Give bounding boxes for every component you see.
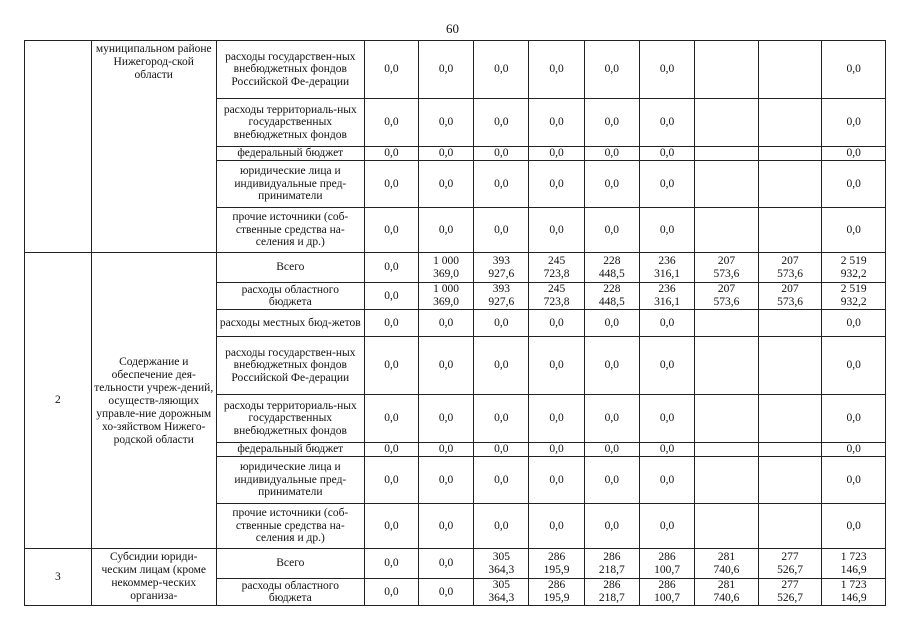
value-cell: 0,0 xyxy=(584,395,639,443)
value-cell: 0,0 xyxy=(364,337,418,395)
value-cell xyxy=(758,457,822,504)
table-body xyxy=(25,41,886,606)
value-cell: 281 740,6 xyxy=(695,579,759,606)
value-cell: 286 100,7 xyxy=(639,579,694,606)
value-cell xyxy=(695,161,759,208)
value-cell: 0,0 xyxy=(584,99,639,147)
value-cell: 0,0 xyxy=(529,457,584,504)
value-cell: 0,0 xyxy=(474,99,529,147)
value-cell: 1 723 146,9 xyxy=(822,549,886,579)
value-cell: 0,0 xyxy=(474,310,529,337)
value-cell: 0,0 xyxy=(639,41,694,99)
value-cell: 0,0 xyxy=(419,395,474,443)
value-cell: 286 100,7 xyxy=(639,549,694,579)
value-cell: 245 723,8 xyxy=(529,253,584,283)
value-cell: 0,0 xyxy=(584,457,639,504)
value-cell: 0,0 xyxy=(822,395,886,443)
funding-source-cell: юридические лица и индивидуальные пред-приниматели xyxy=(216,457,364,504)
value-cell: 2 519 932,2 xyxy=(822,253,886,283)
funding-source-cell: федеральный бюджет xyxy=(216,443,364,457)
funding-source-cell: расходы государствен-ных внебюджетных фондов Российской Фе-дерации xyxy=(216,41,364,99)
value-cell: 0,0 xyxy=(364,310,418,337)
value-cell: 0,0 xyxy=(584,41,639,99)
value-cell xyxy=(695,41,759,99)
value-cell: 0,0 xyxy=(474,147,529,161)
value-cell: 281 740,6 xyxy=(695,549,759,579)
value-cell: 0,0 xyxy=(639,99,694,147)
value-cell: 0,0 xyxy=(639,457,694,504)
value-cell: 1 000 369,0 xyxy=(419,283,474,310)
value-cell: 228 448,5 xyxy=(584,283,639,310)
value-cell: 0,0 xyxy=(364,549,418,579)
value-cell xyxy=(758,443,822,457)
value-cell: 0,0 xyxy=(639,310,694,337)
value-cell: 245 723,8 xyxy=(529,283,584,310)
funding-source-cell: прочие источники (соб-ственные средства на-селения и др.) xyxy=(216,504,364,549)
table-row xyxy=(25,253,886,283)
value-cell: 0,0 xyxy=(419,99,474,147)
value-cell: 0,0 xyxy=(364,253,418,283)
value-cell: 0,0 xyxy=(584,310,639,337)
value-cell: 286 218,7 xyxy=(584,549,639,579)
value-cell: 2 519 932,2 xyxy=(822,283,886,310)
value-cell xyxy=(695,310,759,337)
value-cell: 0,0 xyxy=(822,41,886,99)
value-cell: 0,0 xyxy=(529,443,584,457)
value-cell: 0,0 xyxy=(584,147,639,161)
funding-source-cell: расходы государствен-ных внебюджетных фондов Российской Фе-дерации xyxy=(216,337,364,395)
value-cell: 0,0 xyxy=(419,443,474,457)
value-cell: 286 195,9 xyxy=(529,549,584,579)
value-cell: 0,0 xyxy=(364,208,418,253)
value-cell: 277 526,7 xyxy=(758,579,822,606)
table-row xyxy=(25,549,886,579)
value-cell: 0,0 xyxy=(639,208,694,253)
row-number-cell xyxy=(25,41,92,253)
value-cell: 0,0 xyxy=(822,337,886,395)
value-cell: 236 316,1 xyxy=(639,253,694,283)
value-cell xyxy=(758,161,822,208)
value-cell: 0,0 xyxy=(584,443,639,457)
funding-source-cell: расходы территориаль-ных государственных внебюджетных фондов xyxy=(216,395,364,443)
value-cell: 0,0 xyxy=(364,283,418,310)
value-cell: 0,0 xyxy=(474,504,529,549)
value-cell xyxy=(758,395,822,443)
value-cell: 0,0 xyxy=(364,457,418,504)
value-cell: 0,0 xyxy=(419,41,474,99)
value-cell: 0,0 xyxy=(639,147,694,161)
value-cell: 393 927,6 xyxy=(474,283,529,310)
funding-source-cell: Всего xyxy=(216,549,364,579)
value-cell xyxy=(758,310,822,337)
value-cell xyxy=(695,147,759,161)
value-cell xyxy=(695,457,759,504)
value-cell: 0,0 xyxy=(419,310,474,337)
funding-source-cell: расходы областного бюджета xyxy=(216,283,364,310)
value-cell: 393 927,6 xyxy=(474,253,529,283)
value-cell: 0,0 xyxy=(529,337,584,395)
value-cell xyxy=(758,41,822,99)
value-cell: 0,0 xyxy=(419,579,474,606)
value-cell: 0,0 xyxy=(822,443,886,457)
value-cell: 305 364,3 xyxy=(474,579,529,606)
value-cell: 0,0 xyxy=(639,161,694,208)
page-number: 60 xyxy=(446,21,459,36)
value-cell: 0,0 xyxy=(822,147,886,161)
value-cell: 0,0 xyxy=(474,395,529,443)
funding-source-cell: расходы областного бюджета xyxy=(216,579,364,606)
funding-source-cell: федеральный бюджет xyxy=(216,147,364,161)
value-cell: 0,0 xyxy=(474,337,529,395)
value-cell: 1 723 146,9 xyxy=(822,579,886,606)
value-cell: 0,0 xyxy=(529,310,584,337)
value-cell: 1 000 369,0 xyxy=(419,253,474,283)
value-cell: 236 316,1 xyxy=(639,283,694,310)
value-cell: 0,0 xyxy=(529,395,584,443)
value-cell: 0,0 xyxy=(364,147,418,161)
value-cell: 0,0 xyxy=(822,161,886,208)
value-cell: 0,0 xyxy=(474,443,529,457)
value-cell: 305 364,3 xyxy=(474,549,529,579)
row-number-cell: 2 xyxy=(25,253,92,549)
value-cell: 0,0 xyxy=(364,41,418,99)
value-cell xyxy=(695,395,759,443)
value-cell: 0,0 xyxy=(474,161,529,208)
value-cell: 0,0 xyxy=(529,504,584,549)
value-cell: 0,0 xyxy=(529,41,584,99)
value-cell: 0,0 xyxy=(474,41,529,99)
value-cell: 286 218,7 xyxy=(584,579,639,606)
table-row xyxy=(25,41,886,99)
value-cell: 277 526,7 xyxy=(758,549,822,579)
program-name-cell: муниципальном районе Нижегород-ской области xyxy=(91,41,216,253)
value-cell: 207 573,6 xyxy=(695,253,759,283)
value-cell: 0,0 xyxy=(419,457,474,504)
value-cell: 207 573,6 xyxy=(695,283,759,310)
program-name-cell: Субсидии юриди-ческим лицам (кроме некоммер-ческих организа- xyxy=(91,549,216,606)
value-cell: 207 573,6 xyxy=(758,283,822,310)
value-cell xyxy=(695,504,759,549)
value-cell: 0,0 xyxy=(364,99,418,147)
value-cell: 0,0 xyxy=(639,504,694,549)
value-cell: 0,0 xyxy=(584,208,639,253)
value-cell: 0,0 xyxy=(529,161,584,208)
value-cell: 0,0 xyxy=(419,337,474,395)
value-cell: 0,0 xyxy=(639,443,694,457)
value-cell: 0,0 xyxy=(822,457,886,504)
value-cell: 0,0 xyxy=(419,147,474,161)
value-cell xyxy=(758,147,822,161)
value-cell: 0,0 xyxy=(584,337,639,395)
value-cell: 0,0 xyxy=(419,208,474,253)
value-cell: 0,0 xyxy=(419,161,474,208)
value-cell: 0,0 xyxy=(419,504,474,549)
value-cell xyxy=(695,443,759,457)
value-cell: 0,0 xyxy=(364,443,418,457)
budget-table xyxy=(24,40,886,606)
value-cell: 0,0 xyxy=(584,504,639,549)
value-cell: 0,0 xyxy=(822,310,886,337)
value-cell: 0,0 xyxy=(822,504,886,549)
value-cell xyxy=(758,99,822,147)
funding-source-cell: Всего xyxy=(216,253,364,283)
value-cell: 0,0 xyxy=(822,208,886,253)
value-cell xyxy=(695,99,759,147)
value-cell: 286 195,9 xyxy=(529,579,584,606)
value-cell xyxy=(758,208,822,253)
row-number-cell: 3 xyxy=(25,549,92,606)
funding-source-cell: расходы местных бюд-жетов xyxy=(216,310,364,337)
value-cell: 0,0 xyxy=(639,337,694,395)
value-cell: 0,0 xyxy=(529,147,584,161)
value-cell: 0,0 xyxy=(419,549,474,579)
funding-source-cell: юридические лица и индивидуальные пред-приниматели xyxy=(216,161,364,208)
value-cell: 0,0 xyxy=(529,99,584,147)
value-cell: 207 573,6 xyxy=(758,253,822,283)
program-name-cell: Содержание и обеспечение дея-тельности учреж-дений, осуществ-ляющих управле-ние дорожным хо-зяйством Нижего-родской области xyxy=(91,253,216,549)
value-cell: 0,0 xyxy=(364,395,418,443)
value-cell xyxy=(758,504,822,549)
value-cell: 0,0 xyxy=(822,99,886,147)
value-cell: 0,0 xyxy=(364,579,418,606)
value-cell xyxy=(758,337,822,395)
funding-source-cell: расходы территориаль-ных государственных внебюджетных фондов xyxy=(216,99,364,147)
value-cell: 0,0 xyxy=(639,395,694,443)
value-cell xyxy=(695,337,759,395)
value-cell: 0,0 xyxy=(364,504,418,549)
funding-source-cell: прочие источники (соб-ственные средства на-селения и др.) xyxy=(216,208,364,253)
value-cell: 0,0 xyxy=(364,161,418,208)
value-cell: 228 448,5 xyxy=(584,253,639,283)
value-cell: 0,0 xyxy=(529,208,584,253)
value-cell: 0,0 xyxy=(584,161,639,208)
value-cell xyxy=(695,208,759,253)
value-cell: 0,0 xyxy=(474,208,529,253)
value-cell: 0,0 xyxy=(474,457,529,504)
